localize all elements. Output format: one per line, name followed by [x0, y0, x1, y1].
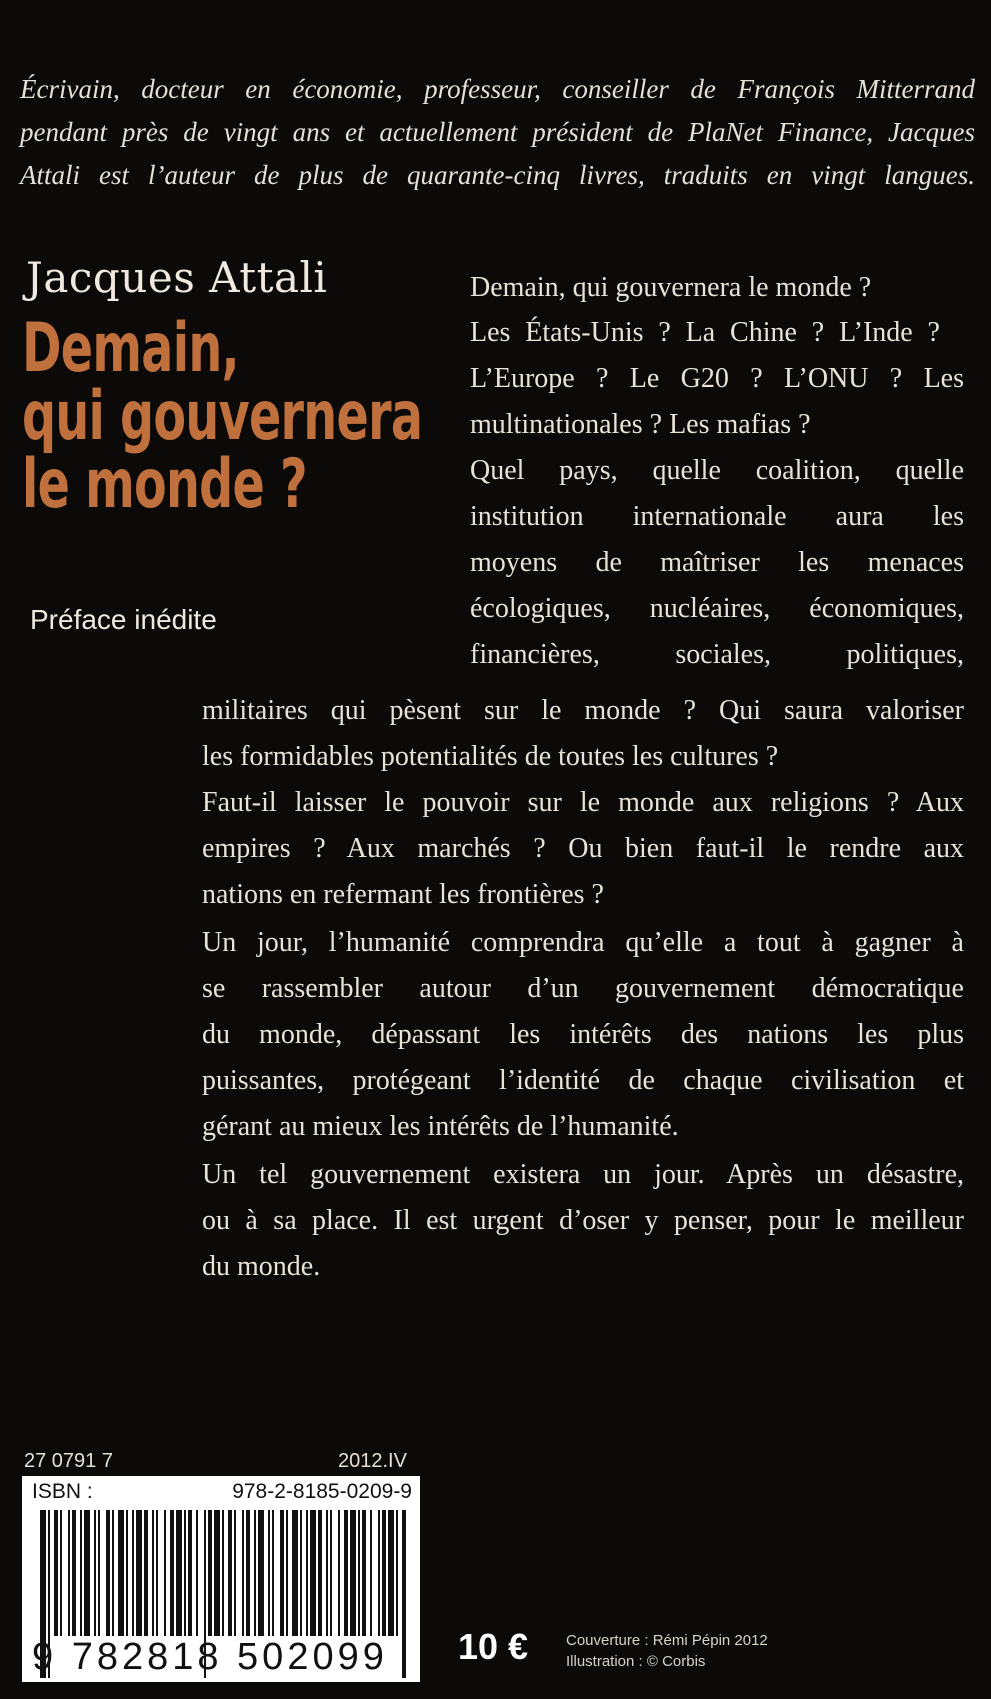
description-line: Demain, qui gouvernera le monde ?: [470, 272, 872, 303]
barcode-bar: [152, 1510, 154, 1636]
description-line: les formidables potentialités de toutes les cultures ?: [202, 741, 779, 772]
title-line: le monde ?: [22, 445, 307, 524]
description-line: institution internationale aura les: [470, 501, 964, 532]
preface-label: Préface inédite: [30, 604, 217, 635]
barcode-bar: [132, 1510, 134, 1636]
barcode-bar: [286, 1510, 288, 1636]
barcode-bar: [268, 1510, 270, 1636]
barcode-bar: [318, 1510, 322, 1636]
barcode-bar: [246, 1510, 250, 1636]
barcode-bar: [234, 1510, 236, 1636]
bio-line: Écrivain, docteur en économie, professeur, conseiller de François Mitterrand: [20, 74, 975, 104]
description-line: se rassembler autour d’un gouvernement démocratique: [202, 973, 964, 1004]
description-line: gérant au mieux les intérêts de l’humanité.: [202, 1111, 679, 1142]
edition-code: 2012.IV: [338, 1450, 407, 1472]
barcode-digits: 9 782818 502099: [32, 1636, 388, 1678]
description-line: Un tel gouvernement existera un jour. Après un désastre,: [202, 1159, 964, 1190]
barcode-bar: [300, 1510, 302, 1636]
description-line: Un jour, l’humanité comprendra qu’elle a tout à gagner à: [202, 927, 964, 958]
description-line: moyens de maîtriser les menaces: [470, 547, 964, 578]
barcode-bar: [214, 1510, 220, 1636]
title-line: Demain,: [22, 309, 239, 388]
description-line: du monde, dépassant les intérêts des nations les plus: [202, 1019, 964, 1050]
barcode-bar: [228, 1510, 232, 1636]
description-line: du monde.: [202, 1251, 321, 1282]
barcode-bar: [136, 1510, 142, 1636]
barcode-bar: [310, 1510, 316, 1636]
barcode-bar: [84, 1510, 90, 1636]
barcode-bar: [68, 1510, 70, 1636]
barcode-box: [22, 1476, 420, 1682]
barcode-bar: [72, 1510, 76, 1636]
barcode-bar: [94, 1510, 96, 1636]
barcode-bar: [112, 1510, 114, 1636]
description-line: multinationales ? Les mafias ?: [470, 409, 811, 440]
isbn-number: 978-2-8185-0209-9: [232, 1480, 412, 1503]
barcode-bar: [222, 1510, 224, 1636]
barcode-bar: [80, 1510, 82, 1636]
barcode-bar: [98, 1510, 100, 1636]
barcode-bar: [208, 1510, 212, 1636]
barcode-bar: [60, 1510, 62, 1636]
description-line: L’Europe ? Le G20 ? L’ONU ? Les: [470, 363, 964, 394]
book-title: [22, 309, 423, 524]
bio-line: Attali est l’auteur de plus de quarante-cinq livres, traduits en vingt langues.: [20, 160, 975, 190]
barcode-bar: [126, 1510, 128, 1636]
barcode-bar: [344, 1510, 348, 1636]
credit-line: Illustration : © Corbis: [566, 1653, 706, 1670]
barcode-bar: [306, 1510, 308, 1636]
author-bio: [20, 68, 975, 197]
barcode-bar: [326, 1510, 328, 1636]
barcode-bar: [242, 1510, 244, 1636]
barcode-bar: [338, 1510, 340, 1636]
description-line: nations en refermant les frontières ?: [202, 879, 604, 910]
barcode-bar: [358, 1510, 360, 1636]
title-line: qui gouvernera: [22, 377, 423, 456]
barcode-bar: [188, 1510, 192, 1636]
barcode-bar: [382, 1510, 386, 1636]
barcode-bar: [330, 1510, 332, 1636]
price: 10 €: [458, 1626, 529, 1667]
bio-line: pendant près de vingt ans et actuellement président de PlaNet Finance, Jacques: [20, 117, 975, 147]
description-line: militaires qui pèsent sur le monde ? Qui saura valoriser: [202, 695, 964, 726]
isbn-label: ISBN :: [32, 1480, 93, 1503]
barcode-bar: [254, 1510, 256, 1636]
barcode-bar: [164, 1510, 166, 1636]
barcode-bar: [396, 1510, 398, 1636]
cover-credits: [566, 1630, 768, 1672]
barcode-bar: [106, 1510, 110, 1636]
barcode-bar: [258, 1510, 264, 1636]
barcode-bar: [388, 1510, 394, 1636]
description-line: Quel pays, quelle coalition, quelle: [470, 455, 964, 486]
author-name: Jacques Attali: [26, 253, 328, 302]
description-line: écologiques, nucléaires, économiques,: [470, 593, 964, 624]
description-line: empires ? Aux marchés ? Ou bien faut-il le rendre aux: [202, 833, 964, 864]
description-line: puissantes, protégeant l’identité de chaque civilisation et: [202, 1065, 964, 1096]
barcode-bar: [196, 1510, 198, 1636]
description-line: financières, sociales, politiques,: [470, 639, 964, 670]
description-line: Les États-Unis ? La Chine ? L’Inde ?: [470, 317, 940, 348]
barcode-bar: [362, 1510, 366, 1636]
product-code: 27 0791 7: [24, 1450, 113, 1472]
barcode-bar: [184, 1510, 186, 1636]
barcode-bar: [118, 1510, 124, 1636]
barcode-bar: [378, 1510, 380, 1636]
barcode-bar: [292, 1510, 298, 1636]
credit-line: Couverture : Rémi Pépin 2012: [566, 1632, 768, 1649]
barcode-bar: [370, 1510, 372, 1636]
barcode-bar: [176, 1510, 182, 1636]
barcode-bar: [272, 1510, 274, 1636]
description-line: Faut-il laisser le pouvoir sur le monde aux religions ? Aux: [202, 787, 964, 818]
barcode-bar: [54, 1510, 58, 1636]
barcode-bar: [280, 1510, 284, 1636]
barcode-bar: [170, 1510, 174, 1636]
barcode-bar: [144, 1510, 148, 1636]
description-line: ou à sa place. Il est urgent d’oser y penser, pour le meilleur: [202, 1205, 964, 1236]
barcode-bar: [156, 1510, 158, 1636]
barcode-bar: [350, 1510, 356, 1636]
